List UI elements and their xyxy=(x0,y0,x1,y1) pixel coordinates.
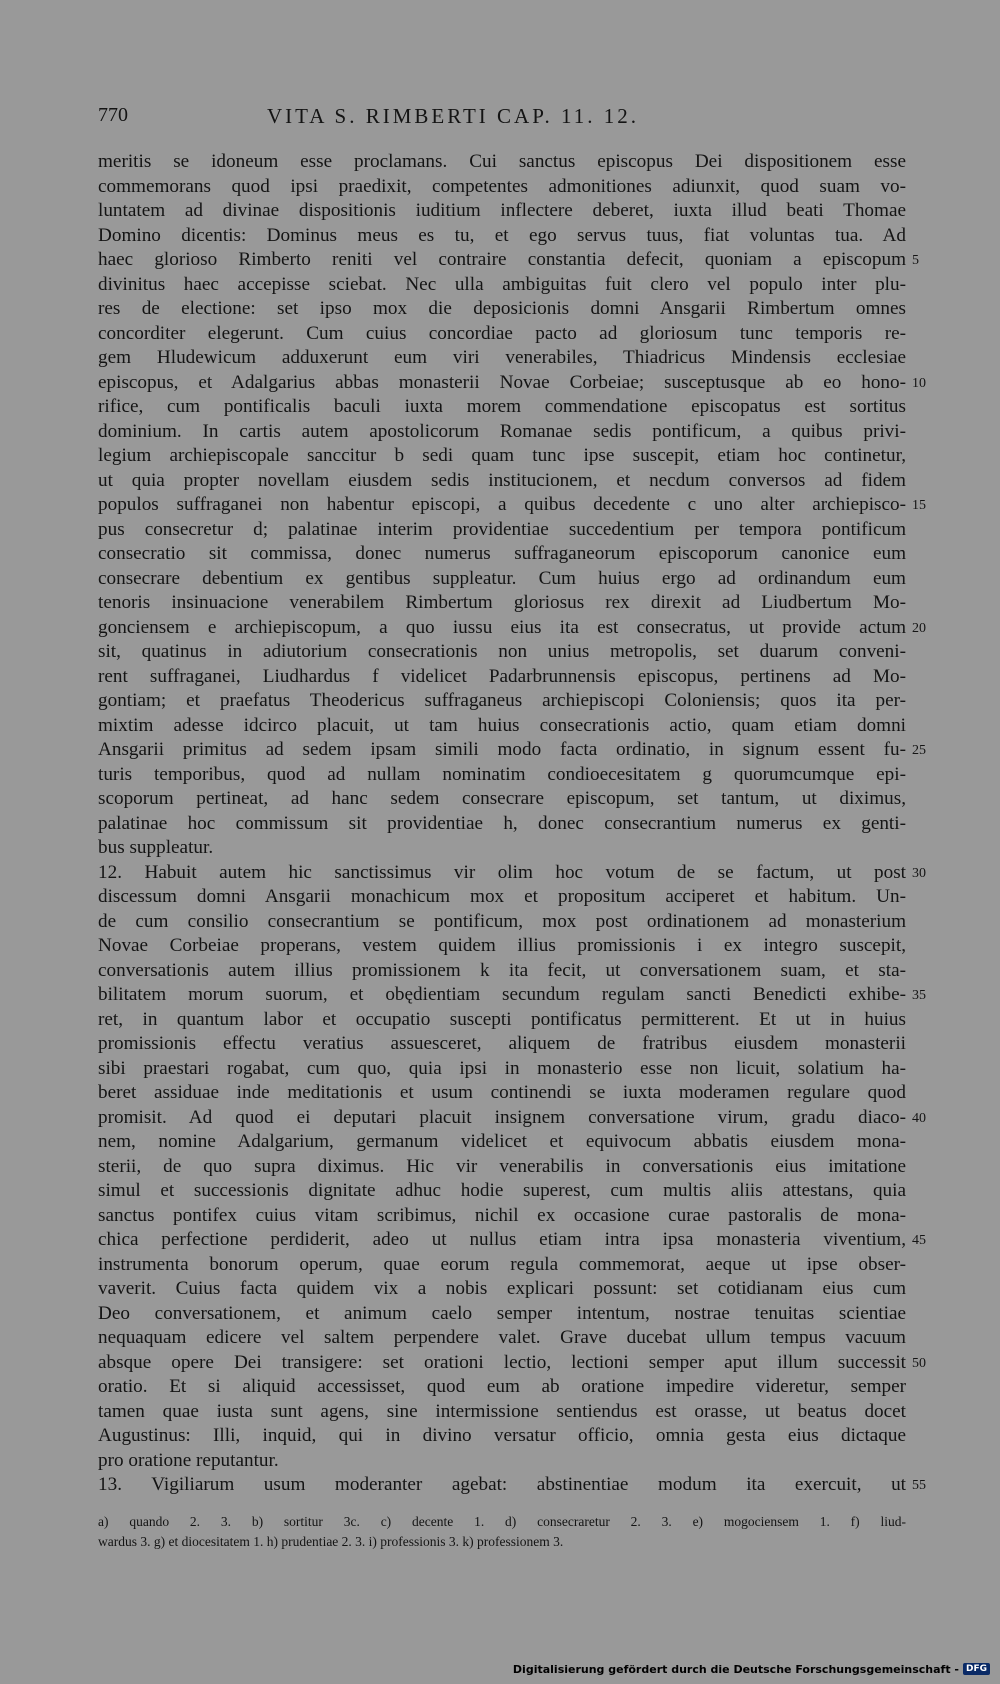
line-number: 25 xyxy=(912,743,926,758)
text-line xyxy=(98,787,906,812)
text-line xyxy=(98,665,906,690)
line-text: tenoris insinuacione venerabilem Rimbertum gloriosus rex direxit ad Liudbertum Mo- xyxy=(98,592,906,613)
text-line xyxy=(98,1130,906,1155)
line-text: consecratio sit commissa, donec numerus suffraganeorum episcoporum canonice eum xyxy=(98,543,906,564)
text-line xyxy=(98,1179,906,1204)
line-text: pus consecretur d; palatinae interim providentiae succedentium per tempora pontificum xyxy=(98,518,906,540)
page-header xyxy=(98,104,898,134)
text-line xyxy=(98,1424,906,1449)
line-text: vaverit. Cuius facta quidem vix a nobis explicari possunt: set cotidianam eius cum xyxy=(98,1278,906,1299)
text-line xyxy=(98,1032,906,1057)
text-line xyxy=(98,714,906,739)
text-line xyxy=(98,297,906,322)
footnote-line: wardus 3. g) et diocesitatem 1. h) prudentiae 2. 3. i) professionis 3. k) professionem 3. xyxy=(98,1534,564,1549)
line-text: sanctus pontifex cuius vitam scribimus, nichil ex occasione curae pastoralis de mona- xyxy=(98,1204,906,1226)
text-line xyxy=(98,861,926,886)
text-line xyxy=(98,224,906,249)
text-line xyxy=(98,738,926,763)
text-line xyxy=(98,518,906,543)
line-text: conversationis autem illius promissionem k ita fecit, ut conversationem suam, et sta- xyxy=(98,959,906,981)
text-line xyxy=(98,175,906,200)
line-text: beret assiduae inde meditationis et usum continendi se iuxta moderamen regulare quod xyxy=(98,1082,906,1103)
line-text: divinitus haec accepisse sciebat. Nec ulla ambiguitas fuit clero vel populo inter plu- xyxy=(98,273,906,295)
footnote-line: a) quando 2. 3. b) sortitur 3c. c) decente 1. d) consecraretur 2. 3. e) mogociensem 1. f) liud- xyxy=(98,1514,906,1529)
text-line xyxy=(98,395,906,420)
line-number: 50 xyxy=(912,1355,926,1371)
text-line xyxy=(98,591,906,616)
text-line xyxy=(98,273,906,298)
text-line xyxy=(98,910,906,935)
text-line xyxy=(98,199,906,224)
text-line xyxy=(98,542,906,567)
line-text: 12. Habuit autem hic sanctissimus vir olim hoc votum de se factum, ut post xyxy=(98,861,906,883)
line-text: nequaquam edicere vel saltem perpendere valet. Grave ducebat ullum tempus vacuum xyxy=(98,1327,906,1348)
line-text: chica perfectione perdiderit, adeo ut nullus etiam intra ipsa monasteria viventium, xyxy=(98,1229,906,1250)
body-text xyxy=(98,150,926,1498)
line-text: Domino dicentis: Dominus meus es tu, et ego servus tuus, fiat voluntas tua. Ad xyxy=(98,224,906,246)
line-text: legium archiepiscopale sanccitur b sedi quam tunc ipse suscepit, etiam hoc continetur, xyxy=(98,445,906,466)
line-text: turis temporibus, quod ad nullam nominatim condioecesitatem g quorumcumque epi- xyxy=(98,763,906,785)
line-text: dominium. In cartis autem apostolicorum Romanae sedis pontificum, a quibus privi- xyxy=(98,420,906,442)
line-text: pro oratione reputantur. xyxy=(98,1449,279,1471)
line-text: oratio. Et si aliquid accessisset, quod eum ab oratione impedire videretur, semper xyxy=(98,1376,906,1397)
dfg-logo: DFG xyxy=(963,1663,990,1675)
line-text: mixtim adesse idcirco placuit, ut tam huius consecrationis actio, quam etiam domni xyxy=(98,714,906,736)
text-line xyxy=(98,1253,906,1278)
text-line xyxy=(98,567,906,592)
text-line xyxy=(98,150,906,175)
text-line xyxy=(98,885,906,910)
text-line xyxy=(98,1326,906,1351)
line-text: luntatem ad divinae dispositionis iuditium inflectere deberet, iuxta illud beati Thomae xyxy=(98,200,906,221)
line-text: gonciensem e archiepiscopum, a quo iussu eius ita est consecratus, ut provide actum xyxy=(98,616,906,638)
line-text: nem, nomine Adalgarium, germanum videlicet et equivocum abbatis eiusdem mona- xyxy=(98,1131,906,1152)
line-text: res de electione: set ipso mox die deposicionis domni Ansgarii Rimbertum omnes xyxy=(98,298,906,319)
text-line xyxy=(98,1400,906,1425)
text-line xyxy=(98,763,906,788)
line-text: rent suffraganei, Liudhardus f videlicet Padarbrunnensis episcopus, pertinens ad Mo- xyxy=(98,665,906,687)
line-text: tamen quae iusta sunt agens, sine intermissione sentiendus est orasse, ut beatus docet xyxy=(98,1400,906,1422)
line-text: de cum consilio consecrantium se pontificum, mox post ordinationem ad monasterium xyxy=(98,910,906,932)
text-line xyxy=(98,1351,926,1376)
line-text: absque opere Dei transigere: set orationi lectio, lectioni semper aput illum successit xyxy=(98,1351,906,1373)
text-line xyxy=(98,322,906,347)
line-text: populos suffraganei non habentur episcopi, a quibus decedente c uno alter archiepisco- xyxy=(98,494,906,515)
line-text: palatinae hoc commissum sit providentiae h, donec consecrantium numerus ex genti- xyxy=(98,812,906,834)
page-number: 770 xyxy=(98,104,128,126)
line-text: sit, quatinus in adiutorium consecrationis non unius metropolis, set duarum conveni- xyxy=(98,641,906,662)
text-line xyxy=(98,444,906,469)
text-line xyxy=(98,1155,906,1180)
text-line xyxy=(98,934,906,959)
line-text: commemorans quod ipsi praedixit, competentes admonitiones adiunxit, quod suam vo- xyxy=(98,175,906,197)
line-text: episcopus, et Adalgarius abbas monasterii Novae Corbeiae; susceptusque ab eo hono- xyxy=(98,371,906,393)
text-line xyxy=(98,420,906,445)
text-line xyxy=(98,1057,906,1082)
line-text: consecrare debentium ex gentibus suppleatur. Cum huius ergo ad ordinandum eum xyxy=(98,567,906,589)
text-line xyxy=(98,493,926,518)
line-number: 40 xyxy=(912,1110,926,1126)
line-text: simul et successionis dignitate adhuc hodie superest, cum multis aliis attestans, quia xyxy=(98,1180,906,1201)
running-title: VITA S. RIMBERTI CAP. 11. 12. xyxy=(266,104,640,128)
line-number: 45 xyxy=(912,1233,926,1248)
line-text: discessum domni Ansgarii monachicum mox et propositum acciperet et habitum. Un- xyxy=(98,886,906,907)
line-text: haec glorioso Rimberto reniti vel contraire constantia defecit, quoniam a episcopum xyxy=(98,249,906,270)
line-number: 35 xyxy=(912,988,926,1003)
line-text: sterii, de quo supra diximus. Hic vir venerabilis in conversationis eius imitatione xyxy=(98,1155,906,1177)
line-number: 30 xyxy=(912,865,926,881)
text-line xyxy=(98,959,906,984)
line-text: promisit. Ad quod ei deputari placuit insignem conversatione virum, gradu diaco- xyxy=(98,1106,906,1128)
text-line xyxy=(98,1277,906,1302)
line-number: 5 xyxy=(912,253,919,268)
line-number: 55 xyxy=(912,1478,926,1493)
line-text: bilitatem morum suorum, et obędientiam secundum regulam sancti Benedicti exhibe- xyxy=(98,984,906,1005)
line-text: gontiam; et praefatus Theodericus suffraganeus archiepiscopi Coloniensis; quos ita per- xyxy=(98,690,906,711)
line-text: concorditer elegerunt. Cum cuius concordiae pacto ad gloriosum tunc temporis re- xyxy=(98,322,906,344)
text-line xyxy=(98,1375,906,1400)
line-text: Novae Corbeiae properans, vestem quidem illius promissionis i ex integro suscepit, xyxy=(98,935,906,956)
line-text: scoporum pertineat, ad hanc sedem consecrare episcopum, set tantum, ut diximus, xyxy=(98,788,906,809)
line-number: 20 xyxy=(912,620,926,636)
text-line xyxy=(98,616,926,641)
text-line xyxy=(98,371,926,396)
text-line xyxy=(98,248,919,273)
line-text: instrumenta bonorum operum, quae eorum regula commemorat, aeque ut ipse obser- xyxy=(98,1253,906,1275)
footnotes xyxy=(98,1512,906,1552)
text-line xyxy=(98,1302,906,1327)
text-line xyxy=(98,1081,906,1106)
text-line xyxy=(98,1449,906,1474)
line-text: Ansgarii primitus ad sedem ipsam simili modo facta ordinatio, in signum essent fu- xyxy=(98,739,906,760)
line-text: 13. Vigiliarum usum moderanter agebat: abstinentiae modum ita exercuit, ut xyxy=(98,1474,906,1495)
line-number: 15 xyxy=(912,498,926,513)
line-text: meritis se idoneum esse proclamans. Cui sanctus episcopus Dei dispositionem esse xyxy=(98,151,906,172)
text-line xyxy=(98,689,906,714)
text-line xyxy=(98,1204,906,1229)
line-number: 10 xyxy=(912,375,926,391)
line-text: gem Hludewicum adduxerunt eum viri venerabiles, Thiadricus Mindensis ecclesiae xyxy=(98,347,906,368)
text-line xyxy=(98,983,926,1008)
line-text: Augustinus: Illi, inquid, qui in divino versatur officio, omnia gesta eius dictaque xyxy=(98,1425,906,1446)
text-line xyxy=(98,1106,926,1131)
text-line xyxy=(98,1008,906,1033)
text-line xyxy=(98,640,906,665)
line-text: sibi praestari rogabat, cum quo, quia ipsi in monasterio esse non licuit, solatium ha- xyxy=(98,1057,906,1079)
line-text: promissionis effectu veratius assuesceret, aliquem de fratribus eiusdem monasterii xyxy=(98,1033,906,1054)
line-text: ut quia propter novellam eiusdem sedis institucionem, et necdum conversos ad fidem xyxy=(98,469,906,491)
line-text: bus suppleatur. xyxy=(98,837,214,858)
credit-text: Digitalisierung gefördert durch die Deutsche Forschungsgemeinschaft - xyxy=(512,1662,959,1676)
text-line xyxy=(98,1228,926,1253)
text-line xyxy=(98,836,906,861)
text-line xyxy=(98,1473,926,1498)
text-line xyxy=(98,469,906,494)
line-text: rifice, cum pontificalis baculi iuxta morem commendatione episcopatus est sortitus xyxy=(98,396,906,417)
text-line xyxy=(98,812,906,837)
digitization-credit xyxy=(513,1660,990,1678)
line-text: ret, in quantum labor et occupatio suscepti pontificatus permitterent. Et ut in huius xyxy=(98,1008,906,1030)
text-line xyxy=(98,346,906,371)
line-text: Deo conversationem, et animum caelo semper intentum, nostrae tenuitas scientiae xyxy=(98,1302,906,1324)
